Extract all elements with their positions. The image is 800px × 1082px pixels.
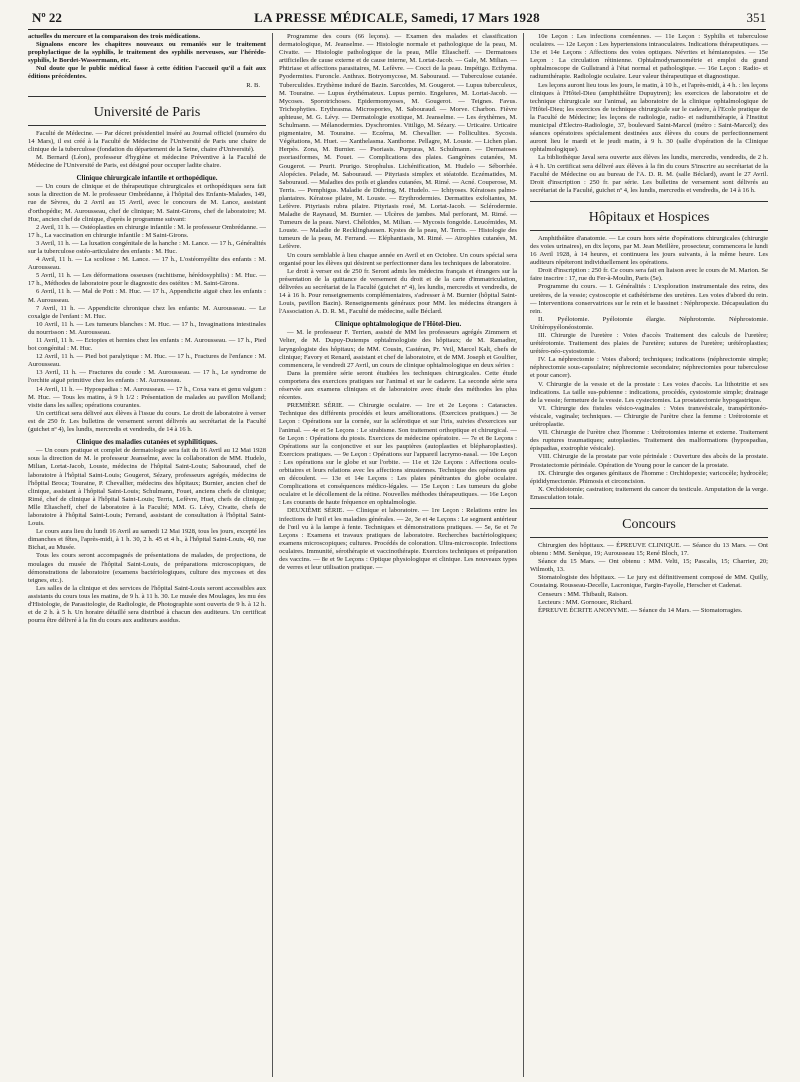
paragraph: Amphithéâtre d'anatomie. — Le cours hors série d'opérations chirurgicales (chirurgie des voies urinaires), en dix leçons, par M. Jean Meillère, prosecteur, commencera le lundi 16 Avril 1928, à 14 heures, et continuera les jours suivants, à la même heure. Les auditeurs répéteront individuellement les opérations. [530,234,768,267]
ophtalmo-paras [279,329,517,572]
paragraph: Stomatologiste des hôpitaux. — Le jury est définitivement composé de MM. Quilly, Coustaing. Rousseau-Decelle, Lacronique, Fargin-Fayolle, Herscher et Cadenat. [530,574,768,590]
paragraph: Chirurgien des hôpitaux. — ÉPREUVE CLINIQUE. — Séance du 13 Mars. — Ont obtenu : MM. Senèque, 19; Aurousseau 15; René Bloch, 17. [530,541,768,558]
intro-para-3: Nul doute que le public médical fasse à cette édition l'accueil qu'il a fait aux éditions précédentes. [28,65,266,81]
ophtalmo-cont-paras [530,33,768,195]
column-separator [523,33,524,1077]
paragraph: 13 Avril, 11 h. — Fractures du coude : M. Aurousseau. — 17 h., Le syndrome de l'orchite aiguë primitive chez les enfants : M. Aurousseau. [28,369,266,385]
section-rule-bottom [28,125,266,126]
paragraph: 2 Avril, 11 h. — Ostéoplasties en chirurgie infantile : M. le professeur Ombrédanne. — 17 h., La vaccination en chirurgie infantile : M Saint-Girons. [28,223,266,239]
programme-paras [279,33,517,316]
paragraph: IV. La néphrectomie : Voies d'abord; techniques; indications (néphrectomie simple; néphrectomie sous-capsulaire; néphrectomie secondaire; néphrectomies pour tuberculose et pour cancer). [530,356,768,380]
paragraph: La bibliothèque Javal sera ouverte aux élèves les lundis, mercredis, vendredis, de 2 h. à 4 h. Un certificat sera délivré aux élèves à la fin du cours S'inscrire au secrétariat de la Faculté de Médecine ou au bureau de l'A. D. R. M. (salle Béclard), avant le 27 Avril. Droit d'inscription : 250 fr. par série. Les bulletins de versement sont délivrés au secrétariat de la Faculté, guichet nº 4, les lundis, mercredis et vendredis, de 14 à 16 h. [530,154,768,194]
paragraph: Le cours aura lieu du lundi 16 Avril au samedi 12 Mai 1928, tous les jours, excepté les dimanches et fêtes, l'après-midi, à 1 h. 30, 2 h. 45 et 4 h., à l'hôpital Saint-Louis, 40, rue Bichat, au Musée. [28,528,266,552]
section-title-universite: Université de Paris [93,104,201,120]
section-rule-bottom [530,230,768,231]
paragraph: 4 Avril, 11 h. — La scoliose : M. Lance. — 17 h., L'ostéomyélite des enfants : M. Aurousseau. [28,256,266,272]
paragraph: Censeurs : MM. Thibault, Raison. [538,590,628,598]
paragraph: Les leçons auront lieu tous les jours, le matin, à 10 h., et l'après-midi, à 4 h. : les leçons cliniques à l'Hôtel-Dieu (amphithéâtre Dupuytren); les exercices de laboratoire et de technique chirurgicale sur l'animal, au laboratoire de la clinique ophtalmologique de l'Hôtel-Dieu; les exercices de technique chirurgicale sur le cadavre, à l'Ecole pratique de la Faculté de Médecine; les leçons de radiologie, radio- et radiumthérapie, à l'Institut municipal d'Electro-Radiologie, 37, boulevard Saint-Marcel (métro : Saint-Marcel); des séances opératoires spécialement destinées aux élèves du cours de perfectionnement auront lieu le mardi et le jeudi matin, à 9 h. 30 (salle d'opération de la Clinique ophtalmologique). [530,81,768,154]
paragraph: 3 Avril, 11 h. — La luxation congénitale de la hanche : M. Lance. — 17 h., Généralités sur la tuberculose ostéo-articulaire des enfants : M. Huc. [28,239,266,255]
column-3 [530,33,768,1077]
page-header [28,8,766,28]
amphitheatre-paras [530,235,768,502]
column-1 [28,33,266,1077]
paragraph: V. Chirurgie de la vessie et de la prostate : Les voies d'accès. La lithotritie et ses indications. La taille sus-pubienne : indications, procédés, cystostomie simple; drainage de la vessie; fermeture de la vessie. Les cystectomies. La prostatectomie hypogastrique. [530,380,768,404]
paragraph: VIII. Chirurgie de la prostate par voie périnéale : Ouverture des abcès de la prostate. Prostatectomie périnéale. Opération de Young pour le cancer de la prostate. [530,453,768,469]
paragraph: DEUXIÈME SÉRIE. — Clinique et laboratoire. — 1re Leçon : Relations entre les infections de l'œil et les maladies générales. — 2e, 3e et 4e Leçons : Le segment antérieur de l'œil vu à la lampe à fente. Techniques et démonstrations pratiques. — 5e, 6e et 7e Leçons : Examens et travaux pratiques de laboratoire. Recherches bactériologiques; examens microscopiques; cultures. Procédés de coloration. Ultra-microscopie. Infections oculaires. Immunité, sérothérapie et vaccinothérapie. Exercices techniques et préparation des vaccins. — 8e et 9e Leçons : Optique physiologique et clinique. Les nouveaux types de verres et leur utilisation pratique. — [279,507,517,572]
infantile-paras [28,183,266,434]
paragraph: 12 Avril, 11 h. — Pied bot paralytique : M. Huc. — 17 h., Fractures de l'enfance : M. Aurousseau. [28,353,266,369]
paragraph: Un cours semblable à lieu chaque année en Avril et en Octobre. Un cours spécial sera organisé pour les élèves qui désirent se perfectionner dans les techniques de laboratoire. [279,251,517,267]
paragraph: Tous les cours seront accompagnés de présentations de malades, de projections, de moulages du musée de l'hôpital Saint-Louis, de préparations microscopiques, de démonstrations de laboratoire (examens bactériologiques, culture des mycoses et des teignes, etc.). [28,552,266,584]
paragraph: Un certificat sera délivré aux élèves à l'issue du cours. Le droit de laboratoire à verser est de 250 fr. Les bulletins de versement seront délivrés au secrétariat de la Faculté (guichet nº 4), les lundis, mercredis et vendredis, de 14 à 16 h. [28,409,266,434]
intro-para-1: actuelles du mercure et la comparaison des trois médications. [28,33,200,40]
subheading-clinique-infantile: Clinique chirurgicale infantile et orthopédique. [76,174,218,183]
cutanees-paras [28,447,266,625]
intro-para-2: Signalons encore les chapitres nouveaux ou remaniés sur le traitement prophylactique de la syphilis, le traitement des syphilis nerveuses, sur l'hérédo-syphilis, le Bordet-Wassermann, etc. [28,41,266,65]
column-2 [279,33,517,1077]
paragraph: 7 Avril, 11 h. — Appendicite chronique chez les enfants: M. Aurousseau. — Le coxalgie de l'enfant : M. Huc. [28,304,266,320]
column-separator [272,33,273,1077]
paragraph: 10 Avril, 11 h. — Les tumeurs blanches : M. Huc. — 17 h., Invaginations intestinales du nourrisson : M. Aurousseau. [28,320,266,336]
paragraph: 14 Avril, 11 h. — Hypospadias : M. Aurousseau. — 17 h., Coxa vara et genu valgum : M. Huc. — Tous les matins, à 9 h 1/2 : Présentation de malades au pavillon Molland; visite dans les salles; opérations courantes. [28,385,266,409]
paragraph: X. Orchidotomie; castration; traitement du cancer du testicule. Amputation de la verge. Emasculation totale. [530,485,768,501]
section-rule-top [530,201,768,202]
paragraph: VII. Chirurgie de l'urètre chez l'homme : Urétrotomies interne et externe. Traitement des ruptures traumatiques; autoplasties. Traitement des malformations (hypospadias, épispadias, exstrophie vésicale). [530,429,768,453]
paragraph: VI. Chirurgie des fistules vésico-vaginales : Voies transvésicale, transpéritonéo-vésicale, vaginale; techniques. — Chirurgie de l'urètre chez la femme : Urétrotomie et urétroplastie. [530,404,768,429]
page-number: 351 [746,10,766,25]
subheading-maladies-cutanees: Clinique des maladies cutanées et syphilitiques. [76,438,218,447]
section-title-concours: Concours [622,516,676,532]
paragraph: Programme des cours (66 leçons). — Examen des malades et classification dermatologique, M. Jeanselme. — Histologie normale et pathologique de la peau, M. Civatte. — Histologie pathologique de la peau, Mlle Eliascheff. — Dermatoses artificielles de cause externe et de cause interne, M. Lortat-Jacob. — Gale, M. Milian. — Phtiriase et affections parasitaires, M. Lefèvre. — Cocci de la peau. Impétigo. Ecthyma. Pyodermites. Furoncle. Anthrax. Botryomycose, M. Sabouraud. — Tuberculose cutanée. Tuberculides. Erythème induré de Bazin. Sarcoïdes, M. Gougerot. — Lupus tuberculeux, M. Touraine. — Lupus érythémateux. Lupus pernio. Engelures, M. Lortat-Jacob. — Mycoses. Sporotrichoses. Epidermomyoses, M. Gougerot. — Teignes. Favus. Trichophyties. Erythrasma. Microspories, M. Sabouraud. — Morve. Charbon. Fièvre aphteuse, M. G. Lévy. — Dermatologie exotique, M. Jeanselme. — Les érythèmes, M. Schulmann. — Mélanodermies. Dyschromies. Vitiligo, M. Sézary. — Urticaire. Urticaire pigmentaire, M. Touraine. — Eczéma, M. Chevallier. — Folliculites. Sycosis. Végétations, M. Huet. — Xanthelasma. Xanthome. Pellagre, M. Louste. — Lichen plan. Herpès. Zona, M. Burnier. — Psoriasis. Purpuras, M. Schulmann. — Dermatoses psoriasiformes, M. Fouet. — Complications des plaies. Gangrènes cutanées, M. Gougerot. — Prurit. Prurigo. Strophulus. Lichénification, M. Hudelo — Séborrhée. Alopécies. Pelade, M. Sabouraud. — Pityriasis simplex et stéatoïde. Eczématides, M. Sabouraud. — Maladies des poils et glandes cutanées, M. Rimé. — Acné. Couperose, M. Terris. — Pemphigus. Maladie de Dühring, M. Hudelo. — Ichtyoses. Kératoses palmo-plantaires. Kératose pilaire, M. Louste. — Erythrodermies. Dermatites exfoliantes, M. Lefèvre. Pityriasis rubra pilaire. Pityriasis rosé, M. Lortat-Jacob. — Sclérodermie. Maladie de Raynaud, M. Burnier. — Ulcères de jambes. Mal perforant, M. Rimé. — Tumeurs de la peau. Nævi. Chéloïdes, M. Milian. — Mycosis fongoïde. Leucémides, M. Louste. — Maladie de Recklinghausen. Kystes de la peau, M. Terris. — Histologie des tumeurs de la peau, M. Ferrand. — Eléphantiasis, M. Rimé. — Atrophies cutanées, M. Lefèvre. [279,33,517,251]
paragraph: Le droit à verser est de 250 fr. Seront admis les médecins français et étrangers sur la présentation de la quittance de versement du droit et de la carte d'immatriculation, délivrées au secrétariat de la Faculté (guichet nº 4), les lundis, mercredis et vendredis, de 14 à 16 h. Pour renseignements complémentaires, s'adresser à M. Burnier (hôpital Saint-Louis, pavillon Bazin). Renseignements généraux pour MM. les médecins étrangers à l'Association A. D. R. M., Faculté de médecine, salle Béclard. [279,267,517,316]
paragraph: Dans la première série seront étudiées les techniques chirurgicales. Cette étude comportera des exercices pratiques sur l'animal et sur le cadavre. La seconde série sera réservée aux examens cliniques et de laboratoire avec étude des méthodes les plus récentes. [279,369,517,402]
columns [28,33,768,1077]
section-title-hopitaux: Hôpitaux et Hospices [588,209,710,225]
paragraph: — Un cours pratique et complet de dermatologie sera fait du 16 Avril au 12 Mai 1928 sous la direction de M. le professeur Jeanselme, avec la collaboration de MM. Hudelo, Milian, Lortat-Jacob, Louste, médecins de l'hôpital Saint-Louis; Sabouraud, chef de laboratoire à l'hôpital Saint-Louis; Gougerot, Sézary, professeurs agrégés, médecins de l'hôpital Broca; Touraine, P. Chevallier, médecins des hôpitaux; Burnier, ancien chef de clinique, assistant à l'hôpital Saint-Louis; Schulmann, Fouet, anciens chefs de clinique; Rimé, chef de clinique à l'hôpital Saint-Louis; Terris, Lefèvre, Huet, chefs de clinique; Mlle Eliascheff, chef de laboratoire à la Faculté; MM. G. Lévy, Civatte, chefs de laboratoire à l'hôpital Saint-Louis; Ferrand, assistant de consultation à l'hôpital Saint-Louis. [28,447,266,528]
header-rule [28,29,766,30]
paragraph: 11 Avril, 11 h. — Ectopies et hernies chez les enfants : M. Aurousseau. — 17 h., Pied bot congénital : M. Huc. [28,337,266,353]
section-rule-top [28,96,266,97]
paragraph: Séance du 15 Mars. — Ont obtenu : MM. Velti, 15; Pascalis, 15; Charrier, 20; Wilmoth, 13. [530,558,768,574]
concours-paras [530,542,768,615]
faculte-para-1: Faculté de Médecine. — Par décret présidentiel inséré au Journal officiel (numéro du 14 Mars), il est créé à la Faculté de Médecine de l'Université de Paris une chaire de clinique de la tuberculose (fondation du département de la Seine, chaire d'Université). [28,129,266,153]
paragraph: Les salles de la clinique et des services de l'hôpital Saint-Louis seront accessibles aux assistants du cours tous les matins, de 9 h. à 11 h. 30. Le musée des Moulages, les mu ées d'Histologie, de Parasitologie, de Radiologie, de Photographie sont ouverts de 9 h. à 12 h. et de 2 h. à 5 h. Un horaire détaillé sera distribué à chacun des auditeurs. Un certificat pourra être délivré à la fin du cours aux auditeurs assidus. [28,584,266,625]
section-rule-bottom [530,537,768,538]
paragraph: PREMIÈRE SÉRIE. — Chirurgie oculaire. — 1re et 2e Leçons : Cataractes. Technique des différents procédés et leurs améliorations. (Exercices pratiques.) — 3e Leçon : Opérations sur la cornée, sur la sclérotique et sur l'iris, suivies d'exercices sur l'animal. — 4e et 5e Leçons : Le strabisme. Son traitement orthoptique et chirurgical. — 6e Leçon : Opérations du ptosis. Exercices de médecine opératoire. — 7e et 8e Leçons : Opérations sur la conjonctive et sur les paupières (autoplasties et blépharoplasties). Exercices pratiques. — 9e Leçon : Opérations sur l'appareil lacrymo-nasal. — 10e Leçon : Les opérations sur le globe et sur l'orbite. — 11e et 12e Leçons : Affections oculo-orbitaires et leurs relations avec les affections sinusiennes. Technique des opérations qui en découlent. — 13e et 14e Leçons : Les plaies pénétrantes du globe oculaire. Complications et conséquences médico-légales. — 15e Leçon : Les tumeurs du globe oculaire et le décollement de la rétine. Nouvelles méthodes thérapeutiques. — 16e Leçon : Les courants de haute fréquence en ophtalmologie. [279,402,517,507]
paragraph: Programme du cours. — I. Généralités : L'exploration instrumentale des reins, des uretères, de la vessie; cystoscopie et cathétérisme des uretères. Les voies d'abord du rein. — Interventions conservatrices sur le rein et le bassinet : Néphropexie. Décapsulation du rein. [530,283,768,315]
paragraph: Droit d'inscription : 250 fr. Ce cours sera fait en liaison avec le cours de M. Marion. Se faire inscrire : 17, rue du Fer-à-Moulin, Paris (5e). [530,267,768,283]
signature: R. B. [246,81,260,89]
section-rule-top [530,508,768,509]
paragraph: — M. le professeur F. Terrien, assisté de MM les professeurs agrégés Zimmern et Velter, de M. Dupuy-Dutemps ophtalmologiste des hôpitaux; de M. Ramadier, laryngologiste des hôpitaux; de MM. Cousin, Castéran, Pr. Veil, Marcel Kalt, chefs de clinique; Favory et Renard, assistant et chef de laboratoire, et de MM. Joseph et Goulfier, commencera, le vendredi 27 Avril, un cours de clinique ophtalmologique en deux séries : [279,329,517,369]
paragraph: 5 Avril, 11 h. — Les déformations osseuses (rachitisme, hérédosyphilis) : M. Huc. — 17 h., Méthodes de laboratoire pour le diagnostic des ostéites : M. Saint-Girons. [28,272,266,288]
subheading-ophtalmologique: Clinique ophtalmologique de l'Hôtel-Dieu. [334,320,462,329]
page-number-issue: Nº 22 [32,10,62,25]
paragraph: IX. Chirurgie des organes génitaux de l'homme : Orchidopexie; varicocèle; hydrocèle; épididymectomie. Phimosis et circoncision. [530,469,768,485]
journal-title: LA PRESSE MÉDICALE, Samedi, 17 Mars 1928 [254,10,540,25]
paragraph: II. Pyélotomie. Pyélotomie élargie. Néphrotomie. Néphrostomie. Urétéropyélonéostomie. [530,315,768,331]
paragraph: 10e Leçon : Les infections cornéennes. — 11e Leçon : Syphilis et tuberculose oculaires. — 12e Leçon : Les hypertensions intraoculaires. Indications thérapeutiques. — 13e et 14e Leçons : Affections des voies optiques. Névrites et hémianopsies. — 15e Leçon : La circulation rétinienne. Ophtalmodynamométrie et emploi du grand ophtalmoscope de Gullstrand à l'état normal et pathologique. — 16e Leçon : Radio- et radiumthérapie. Radiologie oculaire. Leur valeur thérapeutique et diagnostique. [530,33,768,81]
paragraph: 6 Avril, 11 h. — Mal de Pott : M. Huc. — 17 h., Appendicite aiguë chez les enfants : M. Aurousseau. [28,288,266,304]
paragraph: — Un cours de clinique et de thérapeutique chirurgicales et orthopédiques sera fait sous la direction de M. le professeur Ombrédanne, à l'hôpital des Enfants-Malades, 149, rue de Sèvres, du 2 Avril au 15 Avril, avec le concours de M. Lance, assistant d'orthopédie; M. Aurousseau, chef de clinique; M. Saint-Girons, chef de laboratoire; M. Huc, ancien chef de clinique, d'après le programme suivant: [28,183,266,223]
paragraph: III. Chirurgie de l'uretère : Voies d'accès Traitement des calculs de l'uretère; urétérotomie. Traitement des plaies de l'uretère; sutures de l'uretère; urétéroplasties; urétéro-néo-cystostomie. [530,332,768,356]
faculte-para-2: M. Bernard (Léon), professeur d'hygiène et médecine Préventive à la Faculté de Médecine de l'Université de Paris, est désigné pour occuper ladite chaire. [28,153,266,170]
paragraph: Lecteurs : MM. Gornouec, Richard. [538,598,633,606]
paragraph: ÉPREUVE ÉCRITE ANONYME. — Séance du 14 Mars. — Stomatorragies. [538,606,743,614]
